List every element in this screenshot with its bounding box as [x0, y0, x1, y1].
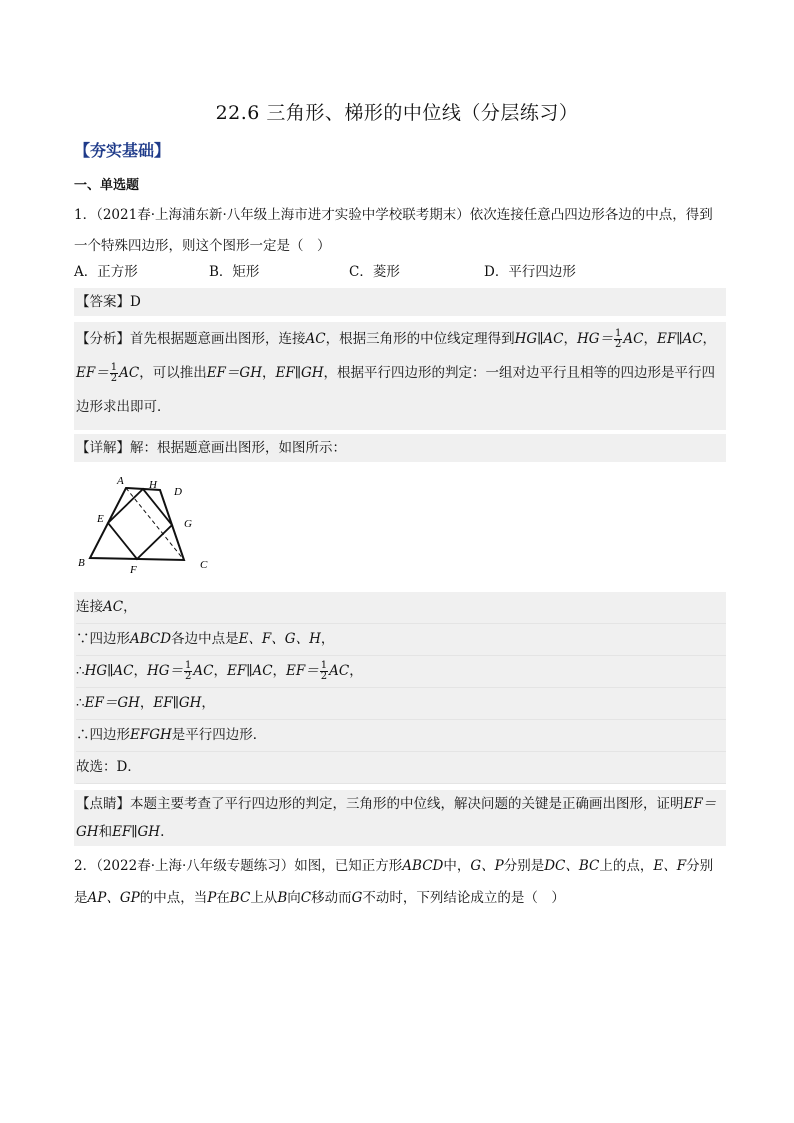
solution-steps	[74, 592, 726, 784]
fraction-numerator: 1	[615, 328, 622, 339]
q2-text: 不动时，下列结论成立的是（ ）	[362, 890, 565, 906]
q2-text: 移动而	[311, 890, 352, 906]
analysis-text: ，根据三角形的中位线定理得到	[325, 331, 515, 347]
q2-text: 中，	[443, 858, 471, 874]
step-text: ，	[139, 695, 154, 711]
step-text: ，	[272, 663, 287, 679]
analysis-text: 首先根据题意画出图形，连接	[130, 331, 306, 347]
fraction-numerator: 1	[320, 660, 328, 671]
step-text: ∴四边形	[76, 727, 130, 743]
label-d: D	[174, 486, 182, 498]
q2-text: 上的点，	[599, 858, 654, 874]
comment-end: .	[160, 824, 165, 840]
detail-intro: 解：根据题意画出图形，如图所示：	[130, 440, 346, 456]
step-2	[76, 624, 726, 656]
fraction-denominator: 2	[615, 339, 622, 350]
comment-text: 本题主要考查了平行四边形的判定，三角形的中位线，解决问题的关键是正确画出图形，证明	[130, 796, 684, 812]
math-abcd: ABCD	[402, 858, 444, 874]
math-ef: E、F	[653, 858, 687, 874]
label-f: F	[130, 564, 137, 576]
math-hg-eq: HG＝	[146, 663, 184, 679]
math-bc: BC	[229, 890, 251, 906]
math-hg-par-ac: HG∥AC	[84, 663, 134, 679]
comment-label: 【点睛】	[76, 796, 130, 812]
math-gp: G、P	[470, 858, 504, 874]
q2-text: 2．（2022春·上海·八年级专题练习）如图，已知正方形	[74, 858, 403, 874]
question-2-text	[74, 850, 724, 914]
detail-heading	[74, 434, 726, 462]
math-ac: AC	[623, 331, 644, 347]
math-ef-par-gh: EF∥GH	[112, 824, 161, 840]
detail-label: 【详解】	[76, 440, 130, 456]
math-ef-par-gh: EF∥GH	[275, 365, 324, 381]
label-h: H	[149, 479, 157, 491]
step-5	[76, 720, 726, 752]
step-4	[76, 688, 726, 720]
fraction-half	[614, 329, 622, 350]
q2-text: 在	[216, 890, 230, 906]
math-ef-par-gh: EF∥GH	[153, 695, 202, 711]
q2-text: 上从	[250, 890, 278, 906]
math-dc-bc: DC、BC	[544, 858, 600, 874]
step-1	[76, 592, 726, 624]
step-3	[76, 656, 726, 688]
math-ac: AC	[103, 599, 124, 615]
analysis-text: ，	[261, 365, 276, 381]
diagonal-ac	[126, 488, 184, 560]
step-text: ，	[123, 599, 137, 615]
question-1-text: 1．（2021春·上海浦东新·八年级上海市进才实验中学校联考期末）依次连接任意凸四边形各边的中点，得到一个特殊四边形，则这个图形一定是（ ）	[74, 207, 713, 254]
math-ac: AC	[193, 663, 214, 679]
analysis-block	[74, 322, 726, 430]
math-p: P	[207, 890, 217, 906]
label-c: C	[200, 559, 208, 571]
q2-text: 分别是	[74, 858, 714, 906]
comment-and: 和	[98, 824, 113, 840]
fraction-denominator: 2	[320, 671, 328, 682]
math-efgh: EFGH	[130, 727, 172, 743]
math-ef-eq-gh: EF＝GH	[84, 695, 140, 711]
option-b[interactable]: B．矩形	[209, 264, 260, 280]
step-text: 连接	[76, 599, 103, 615]
q2-text: 的中点，当	[139, 890, 208, 906]
option-a[interactable]: A．正方形	[74, 264, 138, 280]
math-ef-eq-gh: EF＝GH	[76, 796, 717, 840]
step-text: ，	[213, 663, 227, 679]
math-ef-eq: EF＝	[76, 365, 109, 381]
analysis-text: ，可以推出	[139, 365, 207, 381]
step-text: ，	[320, 631, 335, 647]
option-d[interactable]: D．平行四边形	[484, 264, 576, 280]
fraction-denominator: 2	[185, 671, 192, 682]
analysis-text: ，	[702, 331, 717, 347]
analysis-text: ，	[563, 331, 577, 347]
analysis-text: ，	[643, 331, 657, 347]
q2-text: 向	[287, 890, 301, 906]
answer-line: 【答案】D	[74, 288, 726, 316]
step-text: ，	[201, 695, 215, 711]
section-heading: 【夯实基础】	[74, 141, 171, 160]
fraction-numerator: 1	[110, 362, 118, 373]
comment-block	[74, 790, 726, 846]
quad-abcd	[90, 488, 184, 560]
step-text: ∵四边形	[76, 631, 130, 647]
math-hg-par-ac: HG∥AC	[514, 331, 564, 347]
math-g: G	[351, 890, 363, 906]
math-ap-gp: AP、GP	[87, 890, 140, 906]
math-ac: AC	[329, 663, 350, 679]
math-b: B	[277, 890, 288, 906]
option-c[interactable]: C．菱形	[349, 264, 400, 280]
math-ac: AC	[119, 365, 140, 381]
fraction-half	[184, 661, 192, 682]
math-ef-eq-gh: EF＝GH	[206, 365, 262, 381]
label-b: B	[78, 557, 85, 569]
quadrilateral-figure	[74, 470, 219, 582]
step-text: ∴	[76, 695, 85, 711]
fraction-denominator: 2	[110, 373, 118, 384]
step-6: 故选：D．	[76, 752, 726, 784]
q2-text: 分别是	[503, 858, 545, 874]
step-text: ∴	[76, 663, 85, 679]
math-ef-eq: EF＝	[286, 663, 319, 679]
fraction-half	[320, 661, 328, 682]
label-g: G	[184, 518, 192, 530]
step-text: ，	[349, 663, 363, 679]
fraction-half	[110, 363, 118, 384]
math-c: C	[300, 890, 312, 906]
step-text: 各边中点是	[171, 631, 239, 647]
math-ac: AC	[305, 331, 326, 347]
math-ef-par-ac: EF∥AC	[227, 663, 273, 679]
analysis-text: ，根据平行四边形的判定：一组对边平行且相等的四边形是平行四边形求出即可．	[76, 365, 715, 415]
part-heading: 一、单选题	[74, 178, 140, 193]
label-e: E	[97, 513, 104, 525]
midpoint-diagram	[74, 470, 219, 582]
math-points: E、F、G、H	[238, 631, 321, 647]
question-1-options	[74, 262, 724, 282]
math-hg-eq: HG＝	[576, 331, 614, 347]
step-text: ，	[133, 663, 147, 679]
math-ef-par-ac: EF∥AC	[657, 331, 703, 347]
fraction-numerator: 1	[185, 660, 192, 671]
label-a: A	[117, 475, 124, 487]
math-abcd: ABCD	[130, 631, 172, 647]
step-text: 是平行四边形．	[171, 727, 267, 743]
analysis-label: 【分析】	[76, 331, 130, 347]
page-title: 22.6 三角形、梯形的中位线（分层练习）	[215, 102, 579, 124]
